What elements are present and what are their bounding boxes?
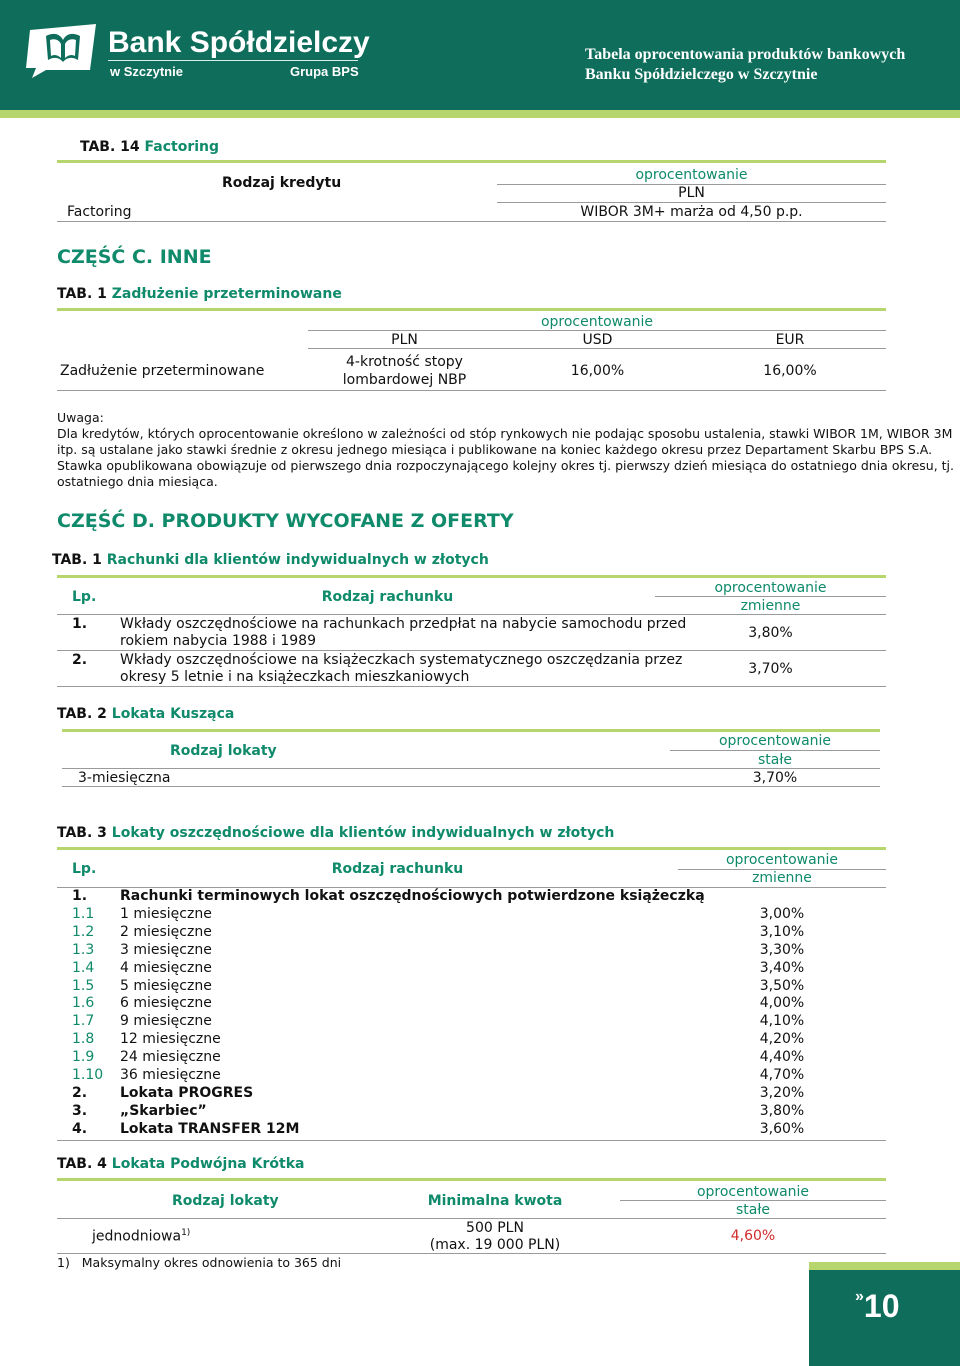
partc-tab1-name: Zadłużenie przeterminowane [111,286,342,302]
partc-tab1-col-rate: oprocentowanie [540,314,654,330]
page-number [855,1288,900,1325]
partd-tab3-col-lp: Lp. [72,861,97,877]
partd-tab4-col-rate: oprocentowanie [696,1184,810,1200]
partd-tab3-row-name: „Skarbiec” [120,1102,207,1119]
partd-tab3-row-lp: 1.4 [72,959,95,976]
partd-tab1-col-rate-sub: zmienne [740,598,801,614]
partd-tab1-title [52,552,489,568]
partd-tab1-bottom-rule [57,686,886,687]
partd-tab3-prefix: TAB. 3 [57,825,107,841]
partd-tab3-col-type: Rodzaj rachunku [331,861,464,877]
partd-tab4-row-name-wrap [92,1228,190,1245]
document-title-line2: Banku Spółdzielczego w Szczytnie [585,66,818,83]
partd-tab1-col-lp: Lp. [72,589,97,605]
partd-tab4-prefix: TAB. 4 [57,1156,107,1172]
partd-tab3-row-name: 3 miesięczne [120,941,212,958]
partd-tab2-name: Lokata Kusząca [111,706,235,722]
partc-tab1-top-rule [57,308,886,311]
partd-tab4-rule [620,1200,886,1201]
partd-tab4-rule [57,1218,886,1219]
partd-tab2-bottom-rule [62,786,880,787]
partd-tab1-col-rate: oprocentowanie [714,580,827,596]
partd-tab2-top-rule [62,729,880,732]
partd-tab3-bottom-rule [57,1140,886,1141]
page-number-value: 10 [863,1288,900,1324]
partd-tab2-col-rate-sub: stałe [758,752,792,768]
bank-location: w Szczytnie [110,64,183,79]
document-title [585,45,905,85]
partc-tab1-col-eur: EUR [775,332,805,348]
partd-tab1-row-line1: Wkłady oszczędnościowe na książeczkach systematycznego oszczędzania przez [120,652,683,668]
note-line: itp. są ustalane jako stawki średnie z okresu jednego miesiąca i publikowane na koniec każdego okresu przez Departament Skarbu BPS S.A. [57,442,933,457]
partd-tab3-row-lp: 1.9 [72,1049,95,1066]
partd-tab4-row-rate: 4,60% [730,1228,776,1244]
page-number-accent [809,1262,960,1270]
partd-tab3-row-lp: 1.7 [72,1013,95,1030]
partd-tab4-row-name: jednodniowa [92,1228,182,1245]
partd-tab4-bottom-rule [57,1253,886,1254]
partd-tab4-col-min: Minimalna kwota [427,1193,563,1209]
partd-tab2-row-rate: 3,70% [752,770,798,786]
partd-tab3-name: Lokaty oszczędnościowe dla klientów indywidualnych w złotych [111,825,615,841]
note-title: Uwaga: [57,410,104,425]
partd-tab1-prefix: TAB. 1 [52,552,102,568]
partd-tab3-row-lp: 1.6 [72,995,95,1012]
partd-tab2-prefix: TAB. 2 [57,706,107,722]
partd-tab3-row-lp: 1.1 [72,905,95,922]
partd-tab3-row-rate: 3,10% [759,923,805,940]
partd-tab1-rule [655,596,886,597]
note-line: Stawka opublikowana obowiązuje od pierwszego dnia rozpoczynającego kolejny okres tj. pierwszy dzień miesiąca do ostatniego dnia okresu, tj. [57,458,954,473]
partd-tab1-row-rate: 3,70% [748,661,793,677]
footnote-text: Maksymalny okres odnowienia to 365 dni [81,1255,342,1270]
note-line: ostatniego dnia miesiąca. [57,474,218,489]
partd-tab1-rule [57,614,886,615]
footnote [57,1255,341,1270]
partd-tab1-name: Rachunki dla klientów indywidualnych w złotych [106,552,489,568]
tab14-col-type: Rodzaj kredytu [222,175,342,191]
partd-tab3-row-name: Lokata TRANSFER 12M [120,1120,300,1137]
partd-tab1-row-lp: 2. [72,652,88,668]
partd-tab3-row-lp: 3. [72,1102,88,1119]
partc-tab1-usd: 16,00% [570,363,625,379]
partd-tab3-col-rate: oprocentowanie [725,852,839,868]
partd-tab4-min-line2: (max. 19 000 PLN) [429,1237,561,1253]
partd-tab2-rule [62,768,880,769]
partd-tab3-row-lp: 4. [72,1120,88,1137]
partd-tab3-col-rate-sub: zmienne [752,870,812,886]
partd-tab4-col-type: Rodzaj lokaty [172,1193,279,1209]
partd-tab2-rule [670,750,880,751]
partd-tab3-row-lp: 1. [72,888,88,904]
partd-tab2-title [57,706,234,722]
partd-tab3-row-rate: 3,60% [759,1120,805,1137]
partd-tab3-row-rate: 4,40% [759,1049,805,1066]
partd-tab3-row-rate: 3,50% [759,977,805,994]
partd-tab3-row-name: 6 miesięczne [120,995,212,1012]
partd-tab3-row-rate: 4,00% [759,995,805,1012]
speech-bubble-logo-icon [24,22,102,78]
partd-tab1-rule [57,650,886,651]
partd-tab3-row-lp: 2. [72,1084,88,1101]
partd-tab1-row-line2: okresy 5 letnie i na książeczkach mieszkaniowych [120,669,470,685]
partd-tab3-row-lp: 1.2 [72,923,95,940]
header-accent-line [0,110,960,118]
partc-tab1-pln-line1: 4-krotność stopy [346,354,463,370]
partd-tab3-row-rate: 4,20% [759,1031,805,1048]
partd-tab4-name: Lokata Podwójna Krótka [111,1156,305,1172]
bank-name: Bank Spółdzielczy [108,26,370,59]
partd-tab1-row-rate: 3,80% [748,625,793,641]
note-line: Dla kredytów, których oprocentowanie określono w zależności od stóp rynkowych nie podając sposobu ustalenia, stawki WIBOR 1M, WIBOR 3M [57,426,953,441]
partd-tab1-row-line2: rokiem nabycia 1988 i 1989 [120,633,316,649]
partd-tab3-row-lp: 1.8 [72,1031,95,1048]
partd-tab4-row-sup: 1) [181,1228,191,1238]
tab14-bottom-rule [57,221,886,222]
partc-tab1-title [57,286,342,302]
partd-tab3-row-rate: 3,40% [759,959,805,976]
partd-tab3-row-name: 12 miesięczne [120,1031,221,1048]
partc-tab1-col-usd: USD [582,332,613,348]
tab14-name: Factoring [144,139,220,155]
partd-tab3-top-rule [57,847,886,850]
page-arrow-icon: » [855,1288,864,1305]
partc-tab1-rule [308,330,886,331]
bank-group: Grupa BPS [290,64,359,79]
partd-tab3-row-name: 9 miesięczne [120,1013,212,1030]
document-title-line1: Tabela oprocentowania produktów bankowych [585,46,906,63]
partd-tab3-row-name: 2 miesięczne [120,923,212,940]
tab14-col-rate: oprocentowanie [635,167,748,183]
partd-tab3-row-name: 36 miesięczne [120,1067,221,1083]
partd-tab1-row-line1: Wkłady oszczędnościowe na rachunkach przedpłat na nabycie samochodu przed [120,616,687,632]
partd-tab3-row-rate: 4,70% [759,1067,805,1083]
partd-tab3-title [57,825,614,841]
partc-tab1-rule [308,348,886,349]
partd-tab3-row-rate: 3,20% [759,1084,805,1101]
partd-tab3-row-name: Rachunki terminowych lokat oszczędnościowych potwierdzone książeczką [120,888,705,904]
partd-tab1-col-type: Rodzaj rachunku [321,589,454,605]
logo-divider [108,60,358,61]
partc-tab1-pln-line2: lombardowej NBP [342,372,467,388]
partd-tab1-row-lp: 1. [72,616,88,632]
partc-tab1-bottom-rule [57,390,886,391]
partd-tab4-top-rule [57,1178,886,1181]
partd-tab3-row-name: 1 miesięczne [120,905,212,922]
partd-tab3-row-name: Lokata PROGRES [120,1084,254,1101]
tab14-row-value: WIBOR 3M+ marża od 4,50 p.p. [580,204,803,220]
partd-tab2-row-name: 3-miesięczna [78,770,171,786]
tab14-row-name: Factoring [67,204,132,220]
partd-tab2-col-rate: oprocentowanie [718,733,832,749]
partd-tab4-min-line1: 500 PLN [466,1220,524,1236]
partd-tab3-row-rate: 3,00% [759,905,805,922]
tab14-rule [497,202,886,203]
partc-tab1-eur: 16,00% [763,363,817,379]
partd-tab4-title [57,1156,304,1172]
partd-tab1-top-rule [57,575,886,578]
partd-tab3-row-rate: 3,30% [759,941,805,958]
partd-tab3-row-name: 24 miesięczne [120,1049,221,1066]
partd-tab3-row-name: 4 miesięczne [120,959,212,976]
partc-tab1-col-pln: PLN [391,332,418,348]
part-c-heading: CZĘŚĆ C. INNE [57,246,212,268]
tab14-col-currency: PLN [678,185,705,201]
part-d-heading: CZĘŚĆ D. PRODUKTY WYCOFANE Z OFERTY [57,510,514,532]
partd-tab2-col-type: Rodzaj lokaty [170,743,277,759]
partd-tab3-row-rate: 4,10% [759,1013,805,1030]
tab14-prefix: TAB. 14 [80,139,140,155]
partc-tab1-row-name: Zadłużenie przeterminowane [60,363,265,379]
partd-tab3-row-lp: 1.10 [72,1067,104,1083]
partd-tab4-col-rate-sub: stałe [736,1202,770,1218]
note-block [57,410,954,490]
partd-tab3-row-name: 5 miesięczne [120,977,212,994]
partc-tab1-prefix: TAB. 1 [57,286,107,302]
tab14-title [80,139,219,155]
partd-tab3-row-lp: 1.5 [72,977,95,994]
footnote-marker: 1) [57,1255,70,1270]
tab14-top-rule [57,160,886,163]
partd-tab3-row-lp: 1.3 [72,941,95,958]
partd-tab3-row-rate: 3,80% [759,1102,805,1119]
